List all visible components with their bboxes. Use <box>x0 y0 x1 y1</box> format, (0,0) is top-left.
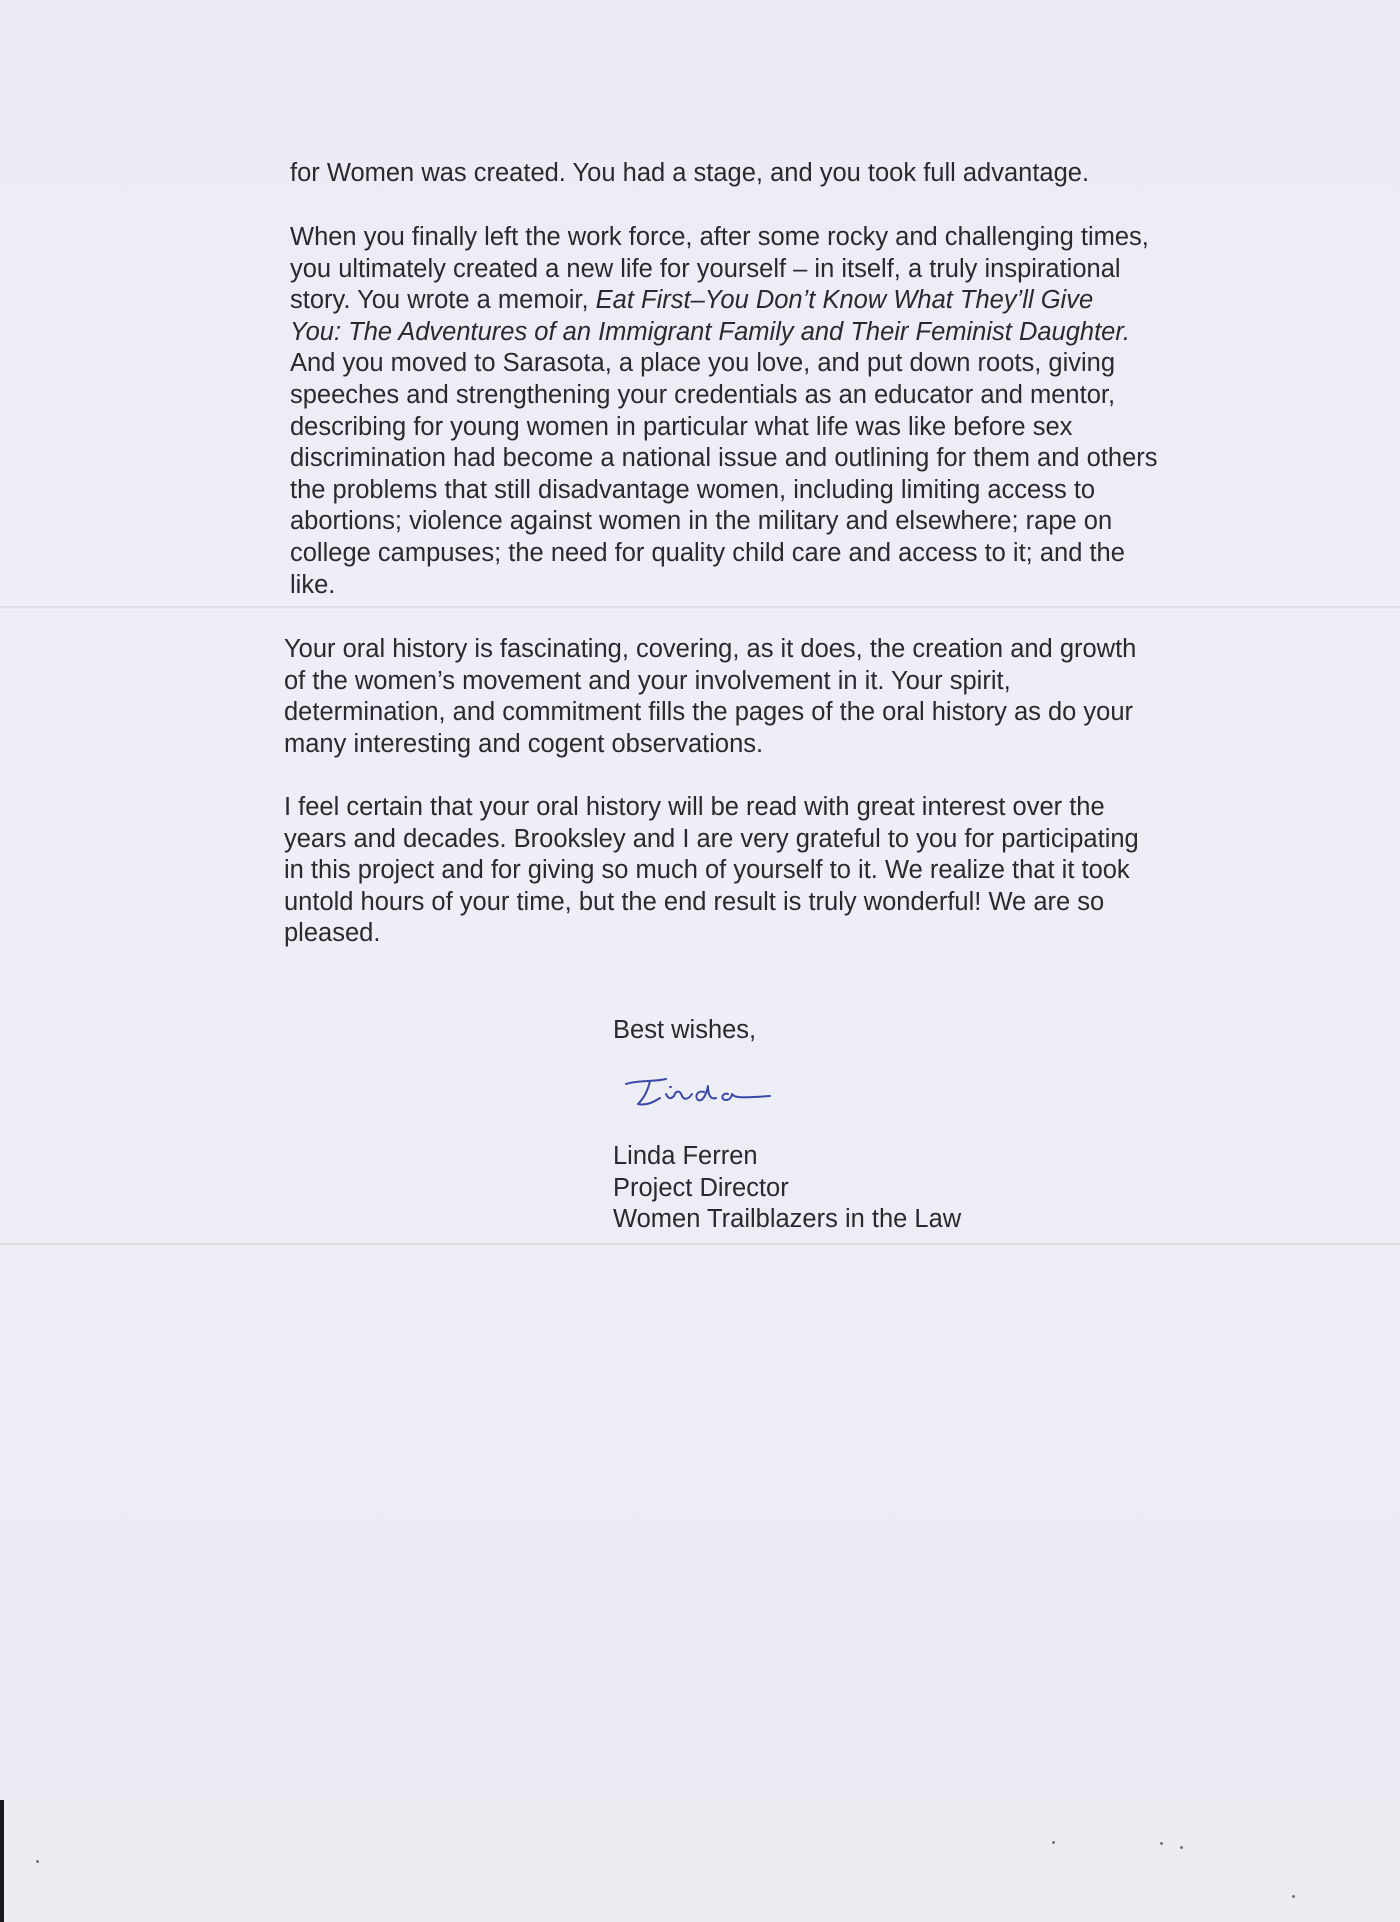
paragraph-line: determination, and commitment fills the pages of the oral history as do your <box>284 698 1134 727</box>
paragraph-line: Your oral history is fascinating, covering, as it does, the creation and growth <box>284 635 1137 663</box>
paragraph-line: college campuses; the need for quality child care and access to it; and the <box>290 538 1125 567</box>
paragraph-4 <box>284 792 1284 950</box>
memoir-intro-text: story. You wrote a memoir, <box>290 286 596 315</box>
paragraph-line: speeches and strengthening your credentials as an educator and mentor, <box>290 380 1116 409</box>
paragraph-3 <box>284 634 1284 760</box>
paragraph-line: untold hours of your time, but the end result is truly wonderful! We are so <box>284 887 1105 916</box>
scan-speck <box>1180 1846 1183 1849</box>
closing-text: Best wishes, <box>613 1016 757 1044</box>
signer-organization: Women Trailblazers in the Law <box>613 1205 962 1234</box>
scan-speck <box>1292 1895 1295 1898</box>
paragraph-line: in this project and for giving so much of yourself to it. We realize that it took <box>284 856 1130 885</box>
paragraph-2 <box>290 222 1290 601</box>
paragraph-line <box>290 285 1290 317</box>
paragraph-line: for Women was created. You had a stage, and you took full advantage. <box>290 159 1090 187</box>
scan-speck <box>36 1860 39 1863</box>
paragraph-line: years and decades. Brooksley and I are very grateful to you for participating <box>284 824 1139 853</box>
paper-fold-line <box>0 1241 1400 1247</box>
paragraph-line: When you finally left the work force, after some rocky and challenging times, <box>290 223 1149 251</box>
paragraph-line: the problems that still disadvantage women, including limiting access to <box>290 475 1096 504</box>
scan-speck <box>1160 1842 1163 1845</box>
closing-salutation <box>613 1015 756 1047</box>
paragraph-line: And you moved to Sarasota, a place you love, and put down roots, giving <box>290 349 1116 378</box>
memoir-title-part1: Eat First–You Don’t Know What They’ll Give <box>595 286 1094 315</box>
paragraph-line: many interesting and cogent observations. <box>284 729 764 758</box>
paragraph-line: pleased. <box>284 919 381 948</box>
scan-edge-shadow <box>0 1800 4 1922</box>
paragraph-line: describing for young women in particular what life was like before sex <box>290 412 1073 441</box>
handwritten-signature <box>620 1060 790 1120</box>
signer-title: Project Director <box>613 1173 789 1202</box>
paragraph-1 <box>290 158 1290 190</box>
scan-speck <box>1052 1841 1055 1844</box>
paragraph-line: you ultimately created a new life for yourself – in itself, a truly inspirational <box>290 254 1121 283</box>
paragraph-line: discrimination had become a national issue and outlining for them and others <box>290 444 1158 473</box>
paragraph-line <box>290 317 1290 349</box>
scanner-bed-area <box>0 1800 1400 1922</box>
paragraph-line: like. <box>290 570 336 599</box>
paper-fold-line <box>0 604 1400 610</box>
paragraph-line: I feel certain that your oral history will be read with great interest over the <box>284 793 1105 821</box>
paragraph-line: abortions; violence against women in the military and elsewhere; rape on <box>290 507 1113 536</box>
signer-name: Linda Ferren <box>613 1142 758 1170</box>
signature-block <box>613 1141 961 1236</box>
paragraph-line: of the women’s movement and your involvement in it. Your spirit, <box>284 666 1011 695</box>
memoir-title-part2: You: The Adventures of an Immigrant Family and Their Feminist Daughter. <box>290 317 1130 346</box>
